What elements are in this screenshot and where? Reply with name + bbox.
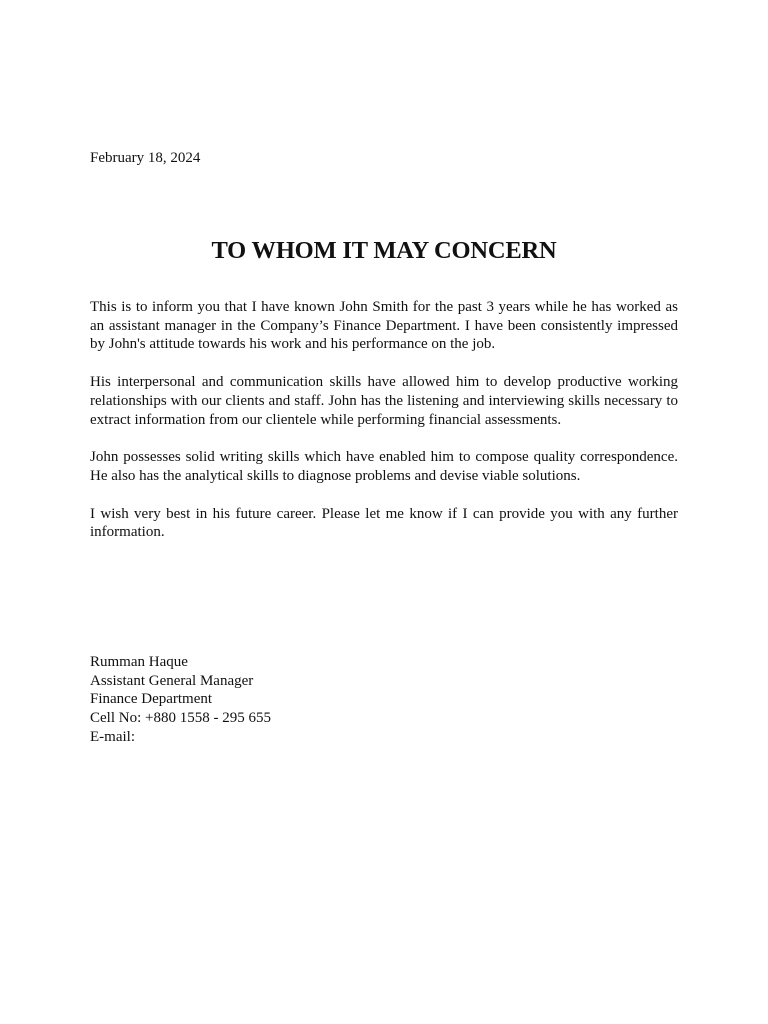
letter-date: February 18, 2024	[90, 150, 201, 166]
body-paragraph: I wish very best in his future career. Please let me know if I can provide you with any further information.	[90, 505, 678, 541]
signer-cell: Cell No: +880 1558 - 295 655	[90, 710, 271, 727]
letter-title: TO WHOM IT MAY CONCERN	[211, 237, 557, 264]
signature-block	[90, 653, 490, 747]
signer-position: Assistant General Manager	[90, 672, 254, 689]
letter-body	[90, 298, 678, 561]
signer-email: E-mail:	[90, 728, 135, 745]
body-paragraph: His interpersonal and communication skills have allowed him to develop productive working relationships with our clients and staff. John has the listening and interviewing skills necessary to extract information from our clientele while performing financial assessments.	[90, 374, 678, 428]
signer-name: Rumman Haque	[90, 654, 188, 670]
signer-department: Finance Department	[90, 691, 213, 708]
body-paragraph: John possesses solid writing skills which have enabled him to compose quality correspondence. He also has the analytical skills to diagnose problems and devise viable solutions.	[90, 449, 678, 484]
body-paragraph: This is to inform you that I have known John Smith for the past 3 years while he has worked as an assistant manager in the Company’s Finance Department. I have been consistently impressed by John's attitude towards his work and his performance on the job.	[90, 299, 678, 353]
